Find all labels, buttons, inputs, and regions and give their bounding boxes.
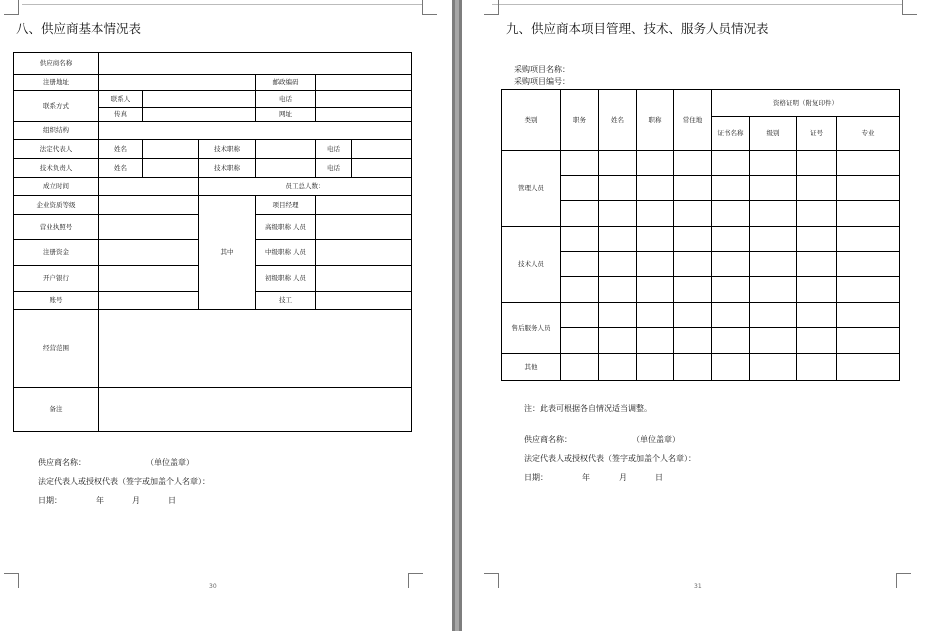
cell-supplier-name <box>99 53 412 75</box>
crop-mark <box>896 573 911 588</box>
label-supplier-name: 供应商名称 <box>14 53 99 75</box>
label-project-manager: 项目经理 <box>256 196 316 215</box>
label-of-which: 其中 <box>199 196 256 310</box>
label-account: 账号 <box>14 292 99 310</box>
category-after-sales: 售后服务人员 <box>502 303 561 354</box>
label-tech-lead-name: 姓名 <box>99 159 143 178</box>
label-tech-lead: 技术负责人 <box>14 159 99 178</box>
header-category: 类别 <box>502 90 561 151</box>
label-contact-method: 联系方式 <box>14 91 99 122</box>
page-gap <box>452 0 462 631</box>
label-legal-rep-phone: 电话 <box>316 140 352 159</box>
label-tech-lead-phone: 电话 <box>316 159 352 178</box>
footer-unit-seal: （单位盖章） <box>146 458 194 467</box>
cell-phone <box>316 91 412 108</box>
cell-legal-rep-phone <box>352 140 412 159</box>
cell-business-scope <box>99 310 412 388</box>
cell-legal-rep-title <box>256 140 316 159</box>
label-business-license: 营业执照号 <box>14 215 99 240</box>
label-mid-title: 中级职称 人员 <box>256 240 316 266</box>
cell-project-manager <box>316 196 412 215</box>
cell-tech-lead-title <box>256 159 316 178</box>
label-founded: 成立时间 <box>14 178 99 196</box>
cell-senior-title <box>316 215 412 240</box>
page-number: 31 <box>694 583 702 590</box>
crop-mark <box>422 0 437 15</box>
cell-contact-person <box>143 91 256 108</box>
cell-postal-code <box>316 75 412 91</box>
header-qualification: 资格证明（附复印件） <box>712 90 900 117</box>
header-title: 职称 <box>637 90 674 151</box>
cell-org-structure <box>99 122 412 140</box>
header-cert-no: 证号 <box>797 117 837 151</box>
label-technician: 技工 <box>256 292 316 310</box>
label-junior-title: 初级职称 人员 <box>256 266 316 292</box>
project-number-label: 采购项目编号： <box>514 77 570 86</box>
label-legal-rep-title: 技术职称 <box>199 140 256 159</box>
cell-reg-address <box>99 75 256 91</box>
category-management: 管理人员 <box>502 151 561 227</box>
section-heading: 八、供应商基本情况表 <box>16 21 142 36</box>
personnel-table <box>501 89 900 381</box>
label-phone: 电话 <box>256 91 316 108</box>
document-page-left <box>0 0 452 631</box>
supplier-info-table <box>13 52 412 432</box>
footer-supplier-name: 供应商名称： <box>524 435 572 444</box>
label-reg-capital: 注册资金 <box>14 240 99 266</box>
table-note: 注：此表可根据各自情况适当调整。 <box>524 404 652 413</box>
footer-legal-sign: 法定代表人或授权代表（签字或加盖个人名章）： <box>524 454 696 463</box>
header-name: 姓名 <box>599 90 637 151</box>
cell-business-license <box>99 215 199 240</box>
label-postal-code: 邮政编码 <box>256 75 316 91</box>
cell-technician <box>316 292 412 310</box>
header-level: 级别 <box>750 117 797 151</box>
label-reg-address: 注册地址 <box>14 75 99 91</box>
header-rule <box>22 0 422 5</box>
cell-qualification <box>99 196 199 215</box>
label-website: 网址 <box>256 108 316 122</box>
cell-junior-title <box>316 266 412 292</box>
document-page-right <box>462 0 932 631</box>
crop-mark <box>902 0 917 15</box>
label-senior-title: 高级职称 人员 <box>256 215 316 240</box>
label-business-scope: 经营范围 <box>14 310 99 388</box>
header-position: 职务 <box>561 90 599 151</box>
category-other: 其他 <box>502 354 561 381</box>
cell-fax <box>143 108 256 122</box>
cell-reg-capital <box>99 240 199 266</box>
footer-year: 年 <box>96 496 104 505</box>
label-legal-rep-name: 姓名 <box>99 140 143 159</box>
crop-mark <box>484 573 499 588</box>
cell-bank <box>99 266 199 292</box>
footer-day: 日 <box>168 496 176 505</box>
crop-mark <box>408 573 423 588</box>
cell-founded <box>99 178 199 196</box>
footer-day: 日 <box>655 473 663 482</box>
label-staff-count: 员工总人数： <box>199 178 412 196</box>
label-legal-rep: 法定代表人 <box>14 140 99 159</box>
footer-date-label: 日期： <box>524 473 548 482</box>
crop-mark <box>4 0 19 15</box>
cell-remarks <box>99 388 412 432</box>
header-specialty: 常住地 <box>674 90 712 151</box>
footer-supplier-name: 供应商名称： <box>38 458 86 467</box>
cell-tech-lead-phone <box>352 159 412 178</box>
cell-legal-rep-name <box>143 140 199 159</box>
cell-website <box>316 108 412 122</box>
crop-mark <box>4 573 19 588</box>
label-contact-person: 联系人 <box>99 91 143 108</box>
crop-mark <box>484 0 499 15</box>
cell-tech-lead-name <box>143 159 199 178</box>
project-name-label: 采购项目名称： <box>514 65 570 74</box>
section-heading: 九、供应商本项目管理、技术、服务人员情况表 <box>506 21 769 36</box>
label-bank: 开户银行 <box>14 266 99 292</box>
footer-date-label: 日期： <box>38 496 62 505</box>
footer-legal-sign: 法定代表人或授权代表（签字或加盖个人名章）： <box>38 477 210 486</box>
label-remarks: 备注 <box>14 388 99 432</box>
header-rule <box>492 0 902 5</box>
cell-account <box>99 292 199 310</box>
page-number: 30 <box>209 583 217 590</box>
category-technical: 技术人员 <box>502 227 561 303</box>
header-major: 专业 <box>837 117 900 151</box>
header-cert-name: 证书名称 <box>712 117 750 151</box>
footer-month: 月 <box>619 473 627 482</box>
footer-year: 年 <box>582 473 590 482</box>
footer-unit-seal: （单位盖章） <box>632 435 680 444</box>
label-qualification: 企业资质等级 <box>14 196 99 215</box>
label-fax: 传真 <box>99 108 143 122</box>
label-tech-lead-title: 技术职称 <box>199 159 256 178</box>
footer-month: 月 <box>132 496 140 505</box>
cell-mid-title <box>316 240 412 266</box>
label-org-structure: 组织结构 <box>14 122 99 140</box>
